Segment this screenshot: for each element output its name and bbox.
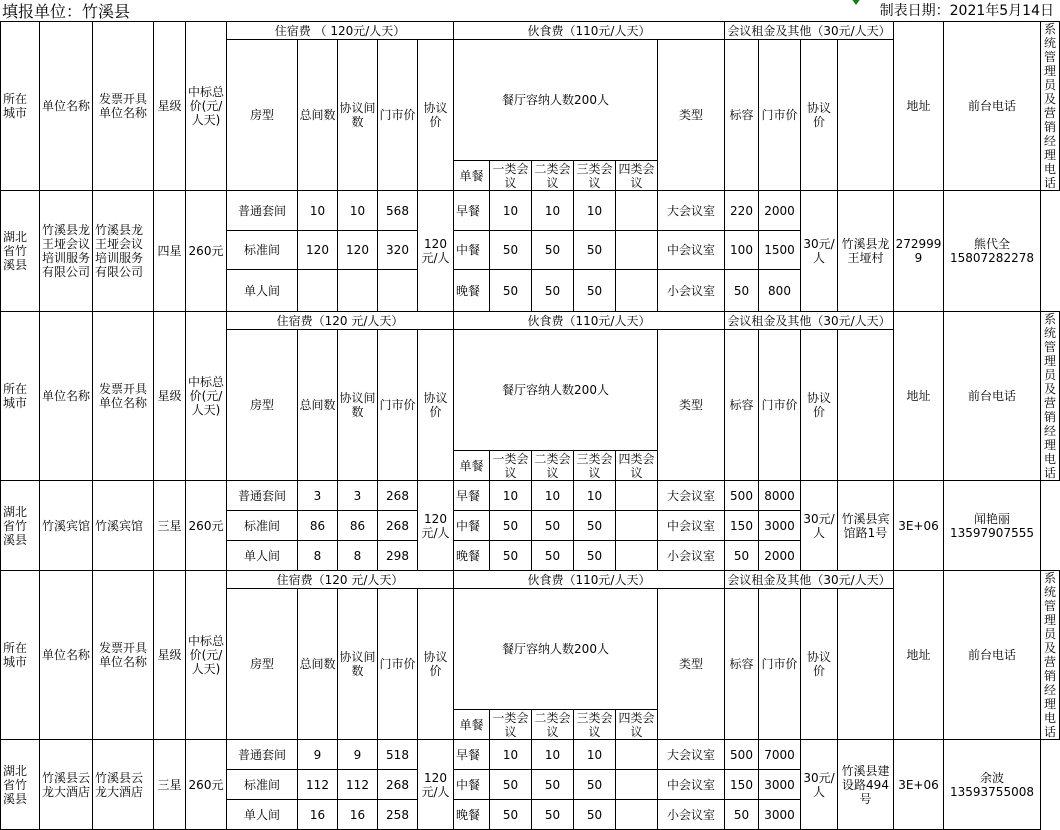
standard-capacity-cell: 50	[725, 541, 759, 571]
capacity-header: 餐厅容纳人数200人	[454, 40, 658, 161]
city-header: 所在城市	[1, 22, 40, 191]
door-price-cell: 568	[378, 191, 418, 231]
invoice-name-cell: 竹溪县龙王垭会议培训服务有限公司	[93, 191, 154, 312]
meeting-class-4-header: 四类会议	[616, 161, 658, 191]
agreed-rooms-cell: 8	[338, 541, 378, 571]
cell-comment-marker	[851, 0, 861, 5]
meeting-class-4-cell	[616, 770, 658, 800]
agreed-rooms-cell: 16	[338, 800, 378, 830]
address-header: 地址	[894, 22, 944, 191]
meal-cell: 中餐	[454, 231, 490, 270]
meeting-class-2-cell: 10	[532, 191, 574, 231]
front-phone-header: 前台电话	[944, 571, 1041, 740]
agreed-rooms-header: 协议间数	[338, 40, 378, 191]
bid-price-header: 中标总价(元/人天)	[186, 571, 227, 740]
meeting-class-4-cell	[616, 740, 658, 770]
front-phone-cell: 3E+06	[894, 740, 944, 830]
meeting-door-price-cell: 3000	[759, 800, 801, 830]
room-type-header: 房型	[227, 589, 298, 740]
star-cell: 四星	[154, 191, 186, 312]
table-row	[1, 481, 1060, 511]
door-price-cell: 268	[378, 511, 418, 541]
city-header: 所在城市	[1, 312, 40, 481]
total-rooms-cell	[298, 270, 338, 312]
manager-name: 余波	[979, 770, 1004, 785]
room-type-cell: 单人间	[227, 800, 298, 830]
meeting-class-3-cell: 50	[574, 800, 616, 830]
meal-cell: 晚餐	[454, 800, 490, 830]
lodging-header: 住宿费（120 元/人天）	[227, 571, 454, 589]
meeting-class-4-cell	[616, 541, 658, 571]
total-rooms-cell: 10	[298, 191, 338, 231]
meeting-class-2-cell: 10	[532, 740, 574, 770]
bid-price-cell: 260元	[186, 481, 227, 571]
meeting-class-2-cell: 50	[532, 800, 574, 830]
meeting-room-type-cell: 大会议室	[658, 740, 725, 770]
meeting-class-1-cell: 10	[490, 740, 532, 770]
standard-capacity-cell: 100	[725, 231, 759, 270]
hotel-pricing-table	[0, 21, 1060, 830]
meeting-class-4-header: 四类会议	[616, 451, 658, 481]
room-type-header: 房型	[227, 330, 298, 481]
food-header: 伙食费（110元/人天）	[454, 312, 725, 330]
food-header: 伙食费（110元/人天）	[454, 571, 725, 589]
room-type-header: 房型	[227, 40, 298, 191]
lodging-agreed-price-cell: 120元/人	[418, 740, 454, 830]
door-price-cell: 298	[378, 541, 418, 571]
address-cell: 竹溪县龙王垭村	[838, 191, 894, 312]
meeting-class-1-cell: 50	[490, 270, 532, 312]
agreed-rooms-cell: 10	[338, 191, 378, 231]
agreed-rooms-cell: 86	[338, 511, 378, 541]
meeting-header: 会议租金及其他（30元/人天）	[725, 22, 894, 40]
meeting-class-1-cell: 10	[490, 481, 532, 511]
meeting-class-4-cell	[616, 270, 658, 312]
total-rooms-cell: 86	[298, 511, 338, 541]
manager-phone-header: 系统管理员及营销经理电话	[1041, 571, 1060, 740]
meeting-type-header: 类型	[658, 40, 725, 191]
door-price-header: 门市价	[378, 330, 418, 481]
front-phone-header: 前台电话	[944, 312, 1041, 481]
city-cell: 湖北省竹溪县	[1, 191, 40, 312]
front-phone-cell: 2729999	[894, 191, 944, 312]
meeting-class-2-cell: 50	[532, 270, 574, 312]
invoice-name-header: 发票开具单位名称	[93, 571, 154, 740]
meeting-class-1-cell: 50	[490, 541, 532, 571]
agreed-rooms-cell: 3	[338, 481, 378, 511]
capacity-header: 餐厅容纳人数200人	[454, 330, 658, 451]
meeting-door-price-cell: 2000	[759, 541, 801, 571]
meal-cell: 中餐	[454, 770, 490, 800]
meeting-class-4-cell	[616, 800, 658, 830]
invoice-name-cell: 竹溪县云龙大酒店	[93, 740, 154, 830]
manager-name: 熊代全	[973, 237, 1010, 251]
invoice-name-header: 发票开具单位名称	[93, 312, 154, 481]
capacity-header: 餐厅容纳人数200人	[454, 589, 658, 710]
standard-capacity-cell: 220	[725, 191, 759, 231]
room-type-cell: 普通套间	[227, 191, 298, 231]
food-header: 伙食费（110元/人天）	[454, 22, 725, 40]
door-price-cell: 258	[378, 800, 418, 830]
agreed-price-header: 协议价	[418, 330, 454, 481]
lodging-header: 住宿费（120 元/人天）	[227, 312, 454, 330]
invoice-name-header: 发票开具单位名称	[93, 22, 154, 191]
meeting-class-1-cell: 50	[490, 800, 532, 830]
bid-price-cell: 260元	[186, 191, 227, 312]
meeting-agreed-price-cell: 30元/人	[801, 740, 838, 830]
meeting-class-2-header: 二类会议	[532, 710, 574, 740]
meeting-class-3-cell: 10	[574, 191, 616, 231]
door-price-cell: 320	[378, 231, 418, 270]
star-header: 星级	[154, 22, 186, 191]
room-type-cell: 标准间	[227, 231, 298, 270]
star-header: 星级	[154, 312, 186, 481]
manager-phone-header: 系统管理员及营销经理电话	[1041, 22, 1060, 191]
meeting-door-price-cell: 7000	[759, 740, 801, 770]
front-phone-cell: 3E+06	[894, 481, 944, 571]
meeting-class-2-header: 二类会议	[532, 161, 574, 191]
agreed-price-header: 协议价	[418, 589, 454, 740]
meeting-class-3-cell: 10	[574, 481, 616, 511]
bid-price-header: 中标总价(元/人天)	[186, 22, 227, 191]
manager-phone-header: 系统管理员及营销经理电话	[1041, 312, 1060, 481]
room-type-cell: 单人间	[227, 541, 298, 571]
standard-capacity-header: 标容	[725, 40, 759, 191]
agreed-price-header: 协议价	[418, 40, 454, 191]
agreed-rooms-header: 协议间数	[338, 330, 378, 481]
door-price-cell: 268	[378, 770, 418, 800]
door-price-cell	[378, 270, 418, 312]
total-rooms-cell: 16	[298, 800, 338, 830]
bid-price-cell: 260元	[186, 740, 227, 830]
meeting-agreed-price-cell: 30元/人	[801, 191, 838, 312]
meal-cell: 晚餐	[454, 541, 490, 571]
standard-capacity-cell: 500	[725, 481, 759, 511]
total-rooms-header: 总间数	[298, 330, 338, 481]
door-price-cell: 518	[378, 740, 418, 770]
agreed-rooms-cell: 112	[338, 770, 378, 800]
meeting-room-type-cell: 中会议室	[658, 231, 725, 270]
meeting-class-1-cell: 50	[490, 770, 532, 800]
star-cell: 三星	[154, 740, 186, 830]
agreed-rooms-header: 协议间数	[338, 589, 378, 740]
total-rooms-cell: 120	[298, 231, 338, 270]
standard-capacity-header: 标容	[725, 330, 759, 481]
meeting-class-4-header: 四类会议	[616, 710, 658, 740]
unit-name-header: 单位名称	[40, 22, 93, 191]
meeting-class-2-cell: 50	[532, 541, 574, 571]
room-type-cell: 标准间	[227, 511, 298, 541]
meal-cell: 晚餐	[454, 270, 490, 312]
meeting-class-1-header: 一类会议	[490, 710, 532, 740]
lodging-header: 住宿费 （ 120元/人天）	[227, 22, 454, 40]
unit-name-header: 单位名称	[40, 312, 93, 481]
meeting-type-header: 类型	[658, 330, 725, 481]
meeting-class-4-cell	[616, 481, 658, 511]
meeting-door-price-header: 门市价	[759, 589, 801, 740]
date-label: 制表日期：2021年5月14日	[879, 3, 1054, 19]
meal-cell: 早餐	[454, 191, 490, 231]
address-cell: 竹溪县建设路494号	[838, 740, 894, 830]
standard-capacity-cell: 50	[725, 270, 759, 312]
room-type-cell: 普通套间	[227, 740, 298, 770]
total-rooms-cell: 112	[298, 770, 338, 800]
meeting-door-price-header: 门市价	[759, 40, 801, 191]
meeting-door-price-cell: 3000	[759, 511, 801, 541]
manager-phone: 15807282278	[950, 251, 1034, 265]
table-row	[1, 740, 1060, 770]
single-meal-header: 单餐	[454, 710, 490, 740]
meeting-room-type-cell: 小会议室	[658, 270, 725, 312]
unit-label: 填报单位：竹溪县	[2, 2, 131, 21]
manager-cell	[944, 740, 1041, 830]
meeting-header: 会议租金及其他（30元/人天）	[725, 571, 894, 589]
meeting-class-1-cell: 50	[490, 231, 532, 270]
single-meal-header: 单餐	[454, 161, 490, 191]
meeting-class-4-cell	[616, 511, 658, 541]
meeting-class-3-header: 三类会议	[574, 710, 616, 740]
agreed-rooms-cell: 9	[338, 740, 378, 770]
meeting-class-3-header: 三类会议	[574, 451, 616, 481]
manager-cell	[944, 191, 1041, 312]
table-row	[1, 191, 1060, 231]
address-header: 地址	[894, 571, 944, 740]
meeting-room-type-cell: 中会议室	[658, 511, 725, 541]
meeting-room-type-cell: 大会议室	[658, 191, 725, 231]
meeting-agreed-price-header: 协议价	[801, 40, 838, 191]
star-header: 星级	[154, 571, 186, 740]
star-cell: 三星	[154, 481, 186, 571]
unit-name-cell: 竹溪县龙王垭会议培训服务有限公司	[40, 191, 93, 312]
door-price-header: 门市价	[378, 589, 418, 740]
manager-cell	[944, 481, 1041, 571]
meeting-class-1-header: 一类会议	[490, 451, 532, 481]
meeting-agreed-price-header: 协议价	[801, 589, 838, 740]
manager-phone: 13593755008	[950, 784, 1034, 799]
door-price-cell: 268	[378, 481, 418, 511]
unit-name-cell: 竹溪宾馆	[40, 481, 93, 571]
lodging-agreed-price-cell: 120元/人	[418, 481, 454, 571]
meeting-room-type-cell: 小会议室	[658, 541, 725, 571]
single-meal-header: 单餐	[454, 451, 490, 481]
agreed-rooms-cell	[338, 270, 378, 312]
city-cell: 湖北省竹溪县	[1, 481, 40, 571]
meeting-class-3-cell: 50	[574, 770, 616, 800]
meeting-type-header: 类型	[658, 589, 725, 740]
address-cell: 竹溪县宾馆路1号	[838, 481, 894, 571]
total-rooms-cell: 3	[298, 481, 338, 511]
meeting-class-3-cell: 10	[574, 740, 616, 770]
meeting-class-3-cell: 50	[574, 231, 616, 270]
meeting-class-2-cell: 10	[532, 481, 574, 511]
meeting-door-price-cell: 8000	[759, 481, 801, 511]
meeting-door-price-header: 门市价	[759, 330, 801, 481]
meeting-agreed-price-cell: 30元/人	[801, 481, 838, 571]
meeting-class-2-header: 二类会议	[532, 451, 574, 481]
meeting-class-1-header: 一类会议	[490, 161, 532, 191]
meeting-class-3-cell: 50	[574, 270, 616, 312]
standard-capacity-cell: 50	[725, 800, 759, 830]
meeting-class-3-cell: 50	[574, 541, 616, 571]
meeting-class-4-cell	[616, 231, 658, 270]
total-rooms-header: 总间数	[298, 589, 338, 740]
standard-capacity-cell: 500	[725, 740, 759, 770]
unit-name-header: 单位名称	[40, 571, 93, 740]
meeting-room-type-cell: 大会议室	[658, 481, 725, 511]
meeting-room-type-cell: 中会议室	[658, 770, 725, 800]
meeting-class-1-cell: 50	[490, 511, 532, 541]
room-type-cell: 普通套间	[227, 481, 298, 511]
unit-name-cell: 竹溪县云龙大酒店	[40, 740, 93, 830]
door-price-header: 门市价	[378, 40, 418, 191]
manager-phone: 13597907555	[950, 525, 1034, 540]
meeting-class-3-cell: 50	[574, 511, 616, 541]
invoice-name-cell: 竹溪宾馆	[93, 481, 154, 571]
bid-price-header: 中标总价(元/人天)	[186, 312, 227, 481]
lodging-agreed-price-cell: 120元/人	[418, 191, 454, 312]
meeting-door-price-cell: 1500	[759, 231, 801, 270]
meeting-class-2-cell: 50	[532, 770, 574, 800]
standard-capacity-cell: 150	[725, 511, 759, 541]
meeting-class-3-header: 三类会议	[574, 161, 616, 191]
front-phone-header: 前台电话	[944, 22, 1041, 191]
meeting-class-2-cell: 50	[532, 231, 574, 270]
total-rooms-cell: 9	[298, 740, 338, 770]
meeting-class-2-cell: 50	[532, 511, 574, 541]
meeting-header: 会议租金及其他（30元/人天）	[725, 312, 894, 330]
room-type-cell: 单人间	[227, 270, 298, 312]
room-type-cell: 标准间	[227, 770, 298, 800]
meal-cell: 早餐	[454, 481, 490, 511]
total-rooms-header: 总间数	[298, 40, 338, 191]
meeting-door-price-cell: 3000	[759, 770, 801, 800]
meal-cell: 中餐	[454, 511, 490, 541]
meeting-door-price-cell: 2000	[759, 191, 801, 231]
total-rooms-cell: 8	[298, 541, 338, 571]
manager-name: 闻艳丽	[973, 511, 1010, 526]
meeting-class-1-cell: 10	[490, 191, 532, 231]
agreed-rooms-cell: 120	[338, 231, 378, 270]
standard-capacity-cell: 150	[725, 770, 759, 800]
standard-capacity-header: 标容	[725, 589, 759, 740]
city-cell: 湖北省竹溪县	[1, 740, 40, 830]
meeting-class-4-cell	[616, 191, 658, 231]
address-header: 地址	[894, 312, 944, 481]
meeting-door-price-cell: 800	[759, 270, 801, 312]
city-header: 所在城市	[1, 571, 40, 740]
meeting-room-type-cell: 小会议室	[658, 800, 725, 830]
meal-cell: 早餐	[454, 740, 490, 770]
meeting-agreed-price-header: 协议价	[801, 330, 838, 481]
